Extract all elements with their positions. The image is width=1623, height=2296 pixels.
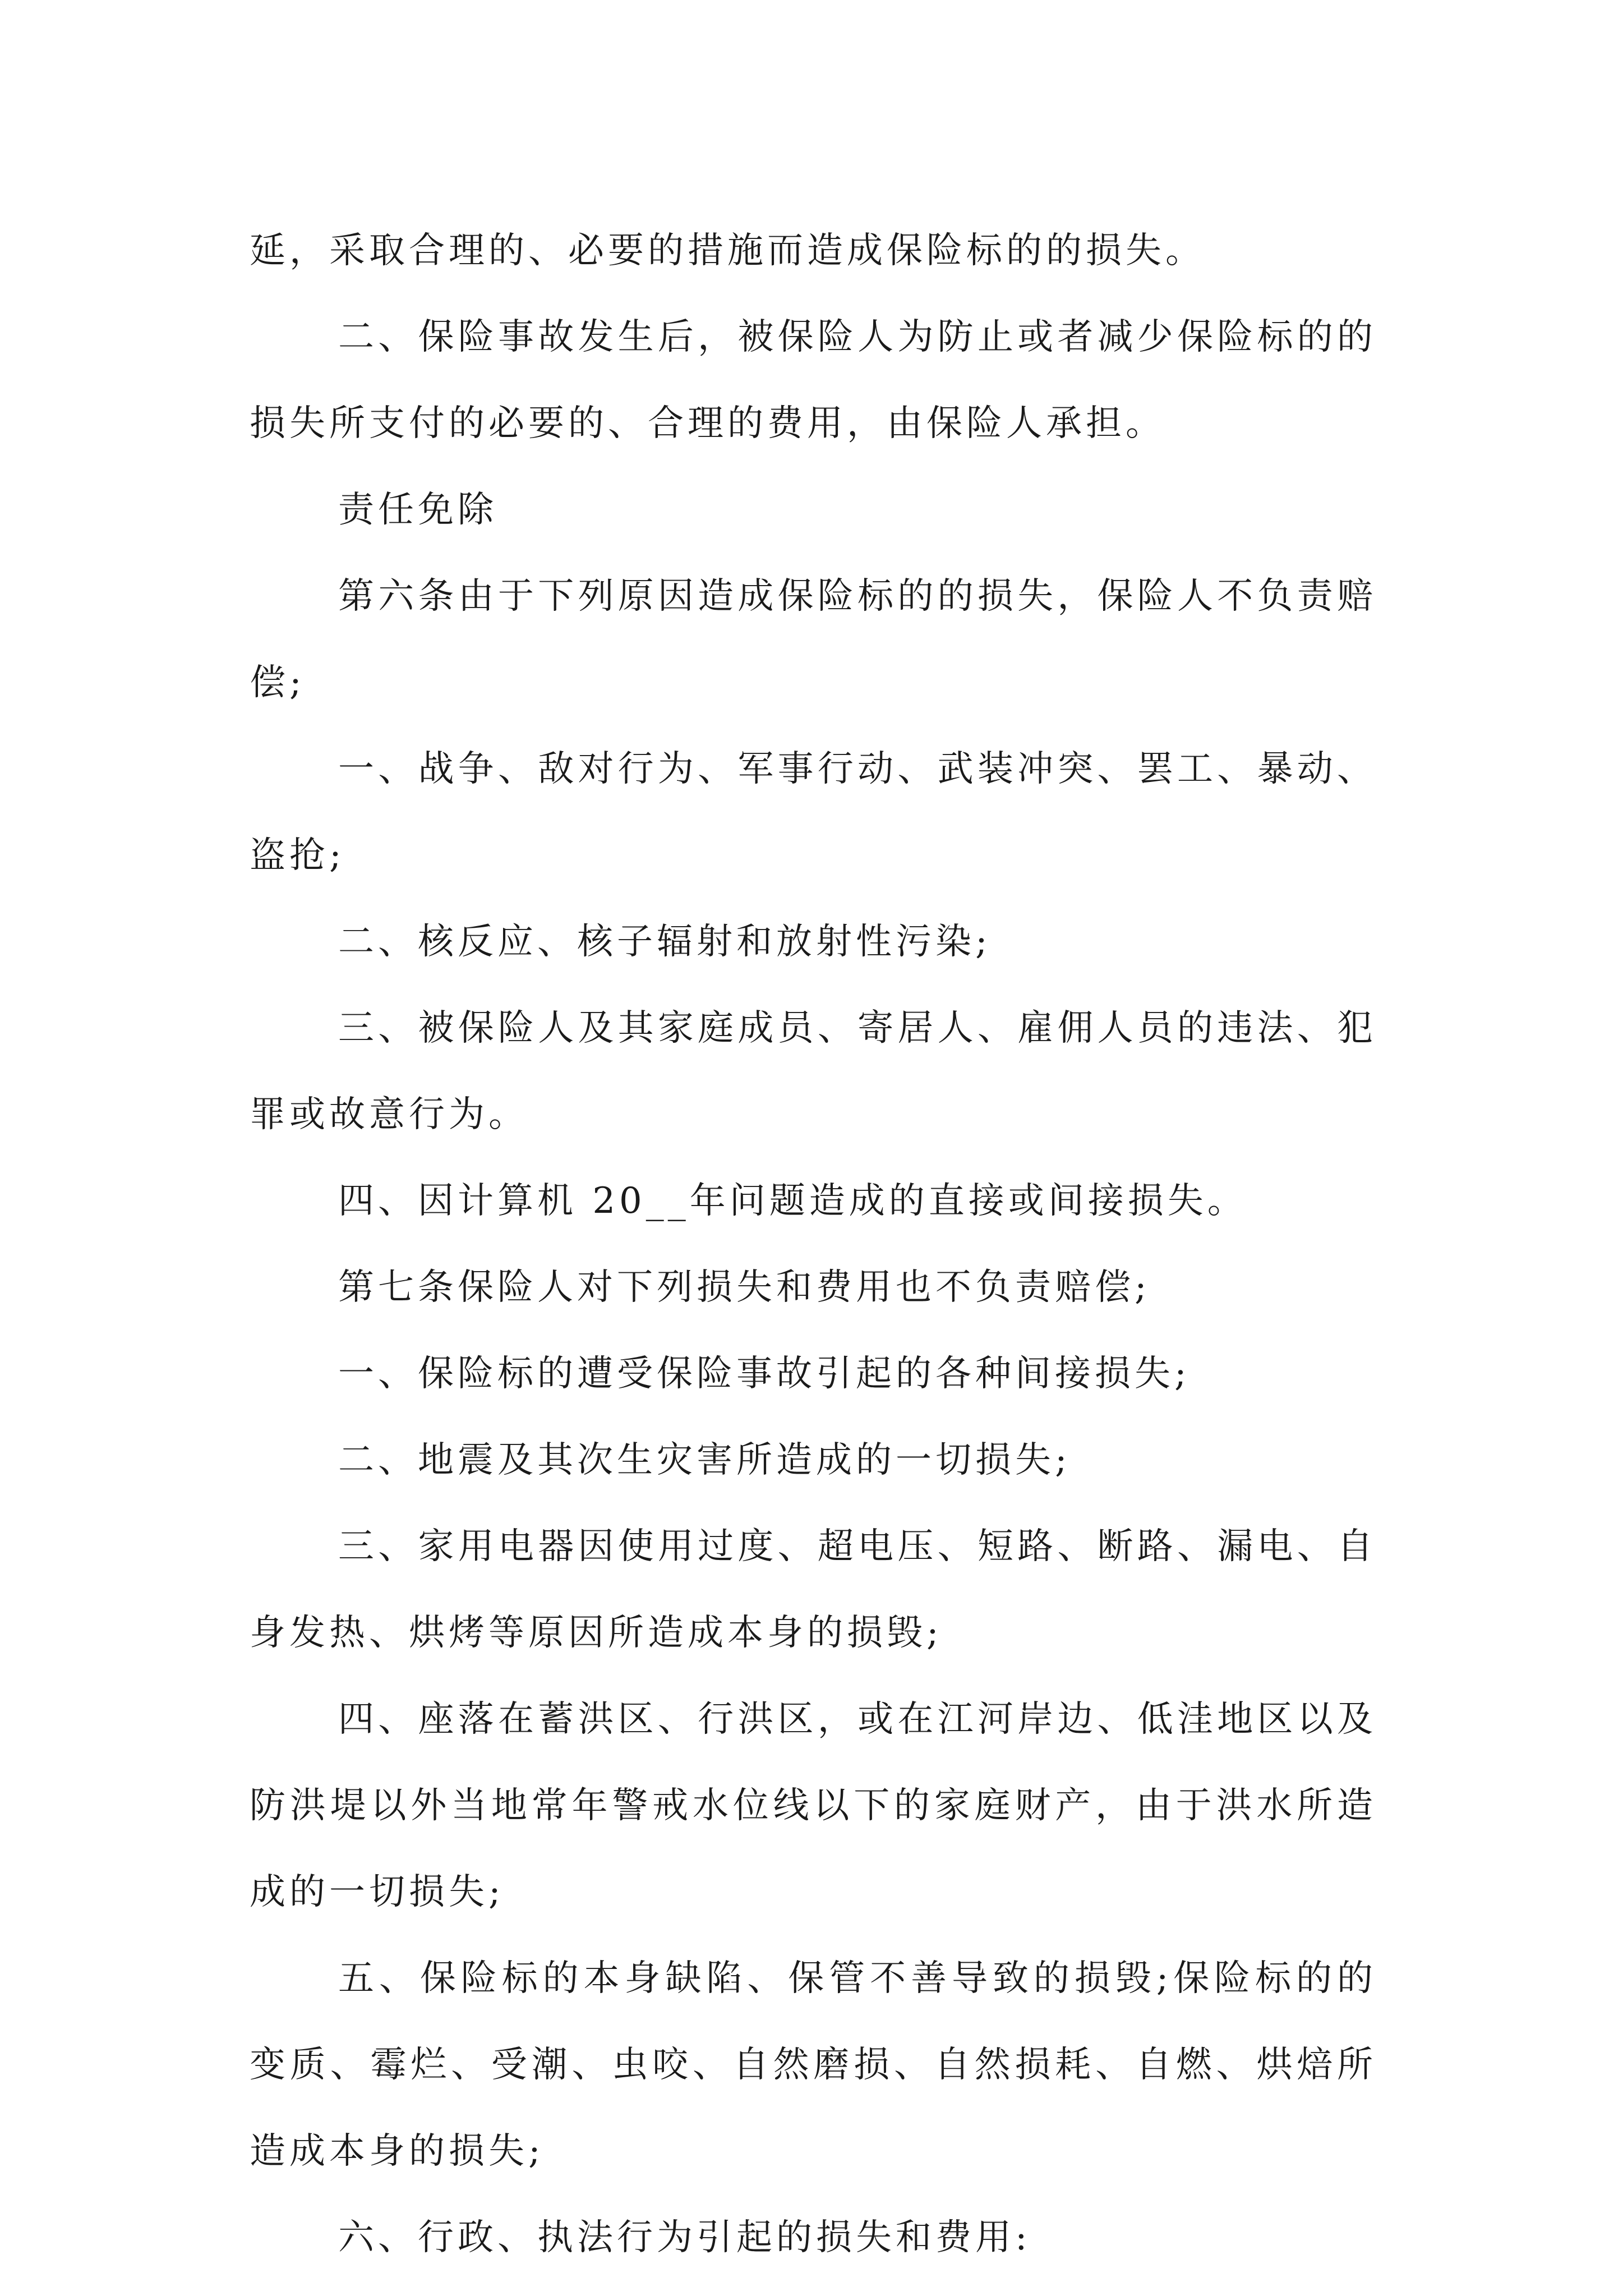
paragraph-article-7-item-5: 五、保险标的本身缺陷、保管不善导致的损毁;保险标的的变质、霉烂、受潮、虫咬、自然磨损、自然损耗、自燃、烘焙所造成本身的损失; (250, 1958, 1377, 2172)
paragraph-article-6-item-1: 一、战争、敌对行为、军事行动、武装冲突、罢工、暴动、盗抢; (250, 748, 1377, 876)
paragraph-article-7: 第七条保险人对下列损失和费用也不负责赔偿; (338, 1267, 1151, 1308)
document-body (250, 208, 1377, 2281)
paragraph-clause-2-costs: 二、保险事故发生后，被保险人为防止或者减少保险标的的损失所支付的必要的、合理的费用，由保险人承担。 (250, 316, 1377, 444)
paragraph-article-6-item-2: 二、核反应、核子辐射和放射性污染; (338, 921, 992, 963)
paragraph-article-6-item-3: 三、被保险人及其家庭成员、寄居人、雇佣人员的违法、犯罪或故意行为。 (250, 1007, 1377, 1135)
paragraph-continuation: 延，采取合理的、必要的措施而造成保险标的的损失。 (250, 230, 1205, 272)
paragraph-article-7-item-1: 一、保险标的遭受保险事故引起的各种间接损失; (338, 1353, 1191, 1395)
paragraph-article-7-item-2: 二、地震及其次生灾害所造成的一切损失; (338, 1439, 1071, 1481)
paragraph-article-7-item-4: 四、座落在蓄洪区、行洪区，或在江河岸边、低洼地区以及防洪堤以外当地常年警戒水位线以下的家庭财产，由于洪水所造成的一切损失; (250, 1699, 1377, 1913)
paragraph-article-6: 第六条由于下列原因造成保险标的的损失，保险人不负责赔偿; (250, 576, 1377, 703)
section-heading-exclusions: 责任免除 (338, 489, 497, 531)
paragraph-article-7-item-3: 三、家用电器因使用过度、超电压、短路、断路、漏电、自身发热、烘烤等原因所造成本身的损毁; (250, 1526, 1377, 1654)
paragraph-article-7-item-6: 六、行政、执法行为引起的损失和费用: (338, 2217, 1031, 2258)
paragraph-article-6-item-4: 四、因计算机 20__年问题造成的直接或间接损失。 (338, 1180, 1247, 1222)
